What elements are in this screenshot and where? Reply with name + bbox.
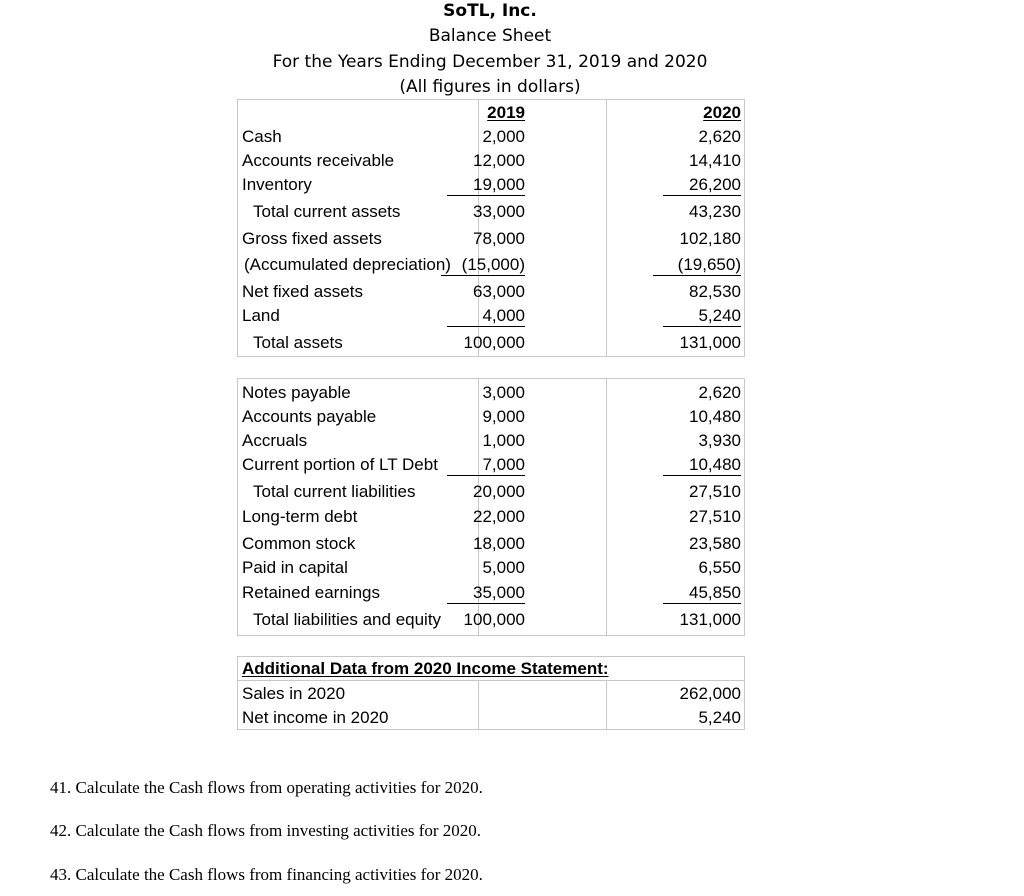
row-label: Total current liabilities [253, 482, 416, 501]
row-label: Net fixed assets [242, 282, 363, 301]
row-label: Paid in capital [242, 558, 348, 577]
value-2020: 6,550 [698, 558, 741, 577]
value-2020: 43,230 [689, 202, 741, 221]
value-2019: 78,000 [473, 229, 525, 248]
table-row [237, 304, 745, 328]
value-2019: 20,000 [473, 482, 525, 501]
value-2019: 18,000 [473, 534, 525, 553]
row-label: Gross fixed assets [242, 229, 382, 248]
additional-data-table [237, 656, 745, 730]
value-2020: 102,180 [679, 229, 741, 248]
value-2019: 100,000 [463, 333, 525, 352]
row-label: Land [242, 306, 280, 325]
statement-title: Balance Sheet [428, 26, 552, 46]
value-2019: (15,000) [441, 254, 525, 276]
table-row [237, 505, 745, 529]
company-name: SoTL, Inc. [443, 1, 537, 21]
period-subtitle: For the Years Ending December 31, 2019 and 2020 [272, 52, 708, 72]
row-label: Total current assets [253, 202, 401, 221]
row-label: Notes payable [242, 383, 351, 402]
table-row [237, 405, 745, 429]
units-note: (All figures in dollars) [399, 77, 581, 97]
table-row [237, 581, 745, 605]
column-header-row [237, 101, 745, 125]
table-row [237, 532, 745, 556]
value-2020: 5,240 [698, 708, 741, 727]
row-label: Total assets [253, 333, 343, 352]
question-42: 42. Calculate the Cash flows from investing activities for 2020. [50, 821, 482, 840]
row-label: Current portion of LT Debt [242, 455, 438, 474]
value-2019: 7,000 [447, 454, 525, 476]
question-41: 41. Calculate the Cash flows from operating activities for 2020. [50, 778, 483, 797]
row-label: Accounts receivable [242, 151, 395, 170]
value-2019: 100,000 [463, 610, 525, 629]
table-row [237, 608, 745, 632]
row-label: Retained earnings [242, 583, 380, 602]
value-2019: 12,000 [473, 151, 525, 170]
value-2019: 33,000 [473, 202, 525, 221]
row-label: Long-term debt [242, 507, 358, 526]
row-label: Common stock [242, 534, 356, 553]
value-2019: 4,000 [447, 305, 525, 327]
table-row [237, 453, 745, 477]
row-label: Accounts payable [242, 407, 377, 426]
column-header-2019: 2019 [487, 103, 525, 122]
row-label: Total liabilities and equity [253, 610, 442, 629]
value-2019: 63,000 [473, 282, 525, 301]
additional-data-title: Additional Data from 2020 Income Statement: [242, 659, 609, 678]
table-row [237, 200, 745, 224]
value-2020: 2,620 [698, 383, 741, 402]
table-row [237, 280, 745, 304]
value-2020: 5,240 [663, 305, 741, 327]
value-2020: 3,930 [698, 431, 741, 450]
table-row [237, 125, 745, 149]
table-row [237, 706, 745, 730]
liabilities-table [237, 378, 745, 636]
row-label: (Accumulated depreciation) [244, 255, 451, 274]
row-label: Net income in 2020 [242, 708, 389, 727]
value-2019: 3,000 [482, 383, 525, 402]
value-2019: 35,000 [447, 582, 525, 604]
row-label: Sales in 2020 [242, 684, 346, 703]
row-label: Inventory [242, 175, 312, 194]
table-row [237, 331, 745, 355]
column-header-2020: 2020 [703, 103, 741, 122]
row-label: Accruals [242, 431, 308, 450]
value-2019: 5,000 [482, 558, 525, 577]
value-2020: 27,510 [689, 507, 741, 526]
table-row [237, 253, 745, 277]
value-2019: 9,000 [482, 407, 525, 426]
table-row [237, 556, 745, 580]
value-2020: 27,510 [689, 482, 741, 501]
value-2019: 2,000 [482, 127, 525, 146]
value-2020: 262,000 [679, 684, 741, 703]
value-2020: 82,530 [689, 282, 741, 301]
value-2020: 2,620 [698, 127, 741, 146]
value-2020: 131,000 [679, 610, 741, 629]
table-row [237, 682, 745, 706]
value-2019: 19,000 [447, 174, 525, 196]
value-2020: 45,850 [663, 582, 741, 604]
value-2019: 22,000 [473, 507, 525, 526]
value-2020: 26,200 [663, 174, 741, 196]
table-row [237, 480, 745, 504]
value-2020: 10,480 [689, 407, 741, 426]
value-2020: 23,580 [689, 534, 741, 553]
assets-table [237, 99, 745, 357]
table-row [237, 227, 745, 251]
value-2020: 10,480 [663, 454, 741, 476]
value-2020: (19,650) [653, 254, 741, 276]
table-row [237, 381, 745, 405]
value-2019: 1,000 [482, 431, 525, 450]
row-label: Cash [242, 127, 282, 146]
value-2020: 131,000 [679, 333, 741, 352]
table-row [237, 429, 745, 453]
table-row [237, 173, 745, 197]
value-2020: 14,410 [689, 151, 741, 170]
question-43: 43. Calculate the Cash flows from financing activities for 2020. [50, 865, 483, 884]
table-row [237, 149, 745, 173]
